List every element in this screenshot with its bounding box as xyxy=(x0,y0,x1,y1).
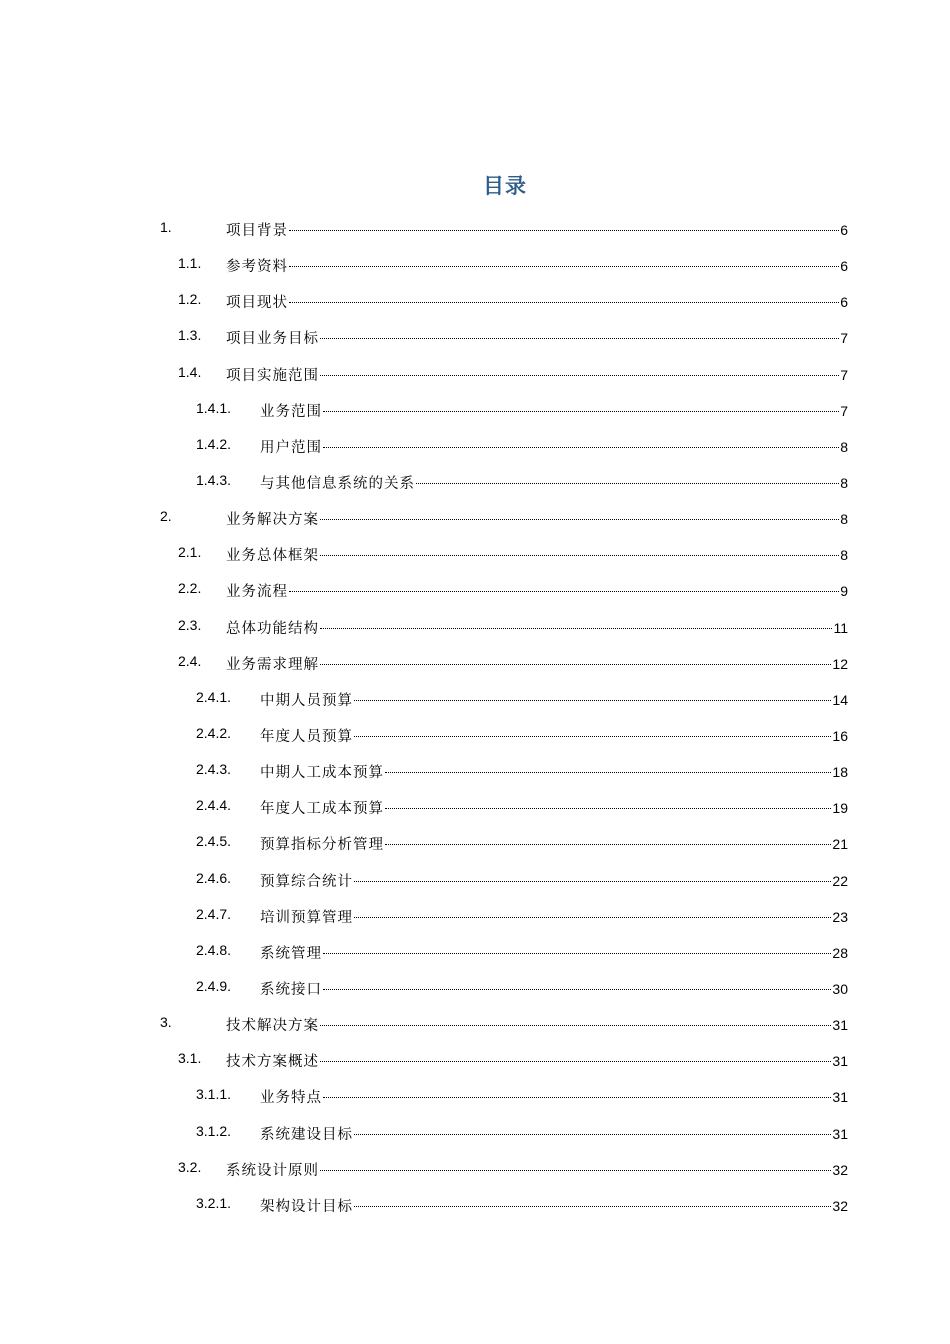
toc-entry-line xyxy=(226,291,848,312)
toc-entry-line xyxy=(260,942,848,963)
toc-entry-page-number: 9 xyxy=(840,583,848,600)
toc-entry-line xyxy=(226,653,848,674)
dot-leader xyxy=(320,664,831,665)
dot-leader xyxy=(323,989,831,990)
toc-entry-page-number: 31 xyxy=(832,1017,848,1034)
dot-leader xyxy=(323,1097,831,1098)
toc-entry-line xyxy=(260,1123,848,1144)
dot-leader xyxy=(354,1206,831,1207)
toc-entry-number: 2.4.9. xyxy=(196,977,232,994)
toc-entry[interactable] xyxy=(0,320,950,356)
toc-entry-page-number: 7 xyxy=(840,330,848,347)
toc-entry-line xyxy=(260,400,848,421)
toc-entry-number: 2.1. xyxy=(178,544,202,561)
toc-entry-page-number: 32 xyxy=(832,1161,848,1178)
toc-entry-title[interactable]: 技术解决方案 xyxy=(226,1018,319,1035)
toc-entry-line xyxy=(260,472,848,493)
toc-entry[interactable] xyxy=(0,863,950,899)
toc-entry-line xyxy=(260,689,848,710)
dot-leader xyxy=(320,338,839,339)
toc-entry-number: 1.4.2. xyxy=(196,435,232,452)
toc-entry-page-number: 19 xyxy=(832,800,848,817)
toc-entry-title[interactable]: 架构设计目标 xyxy=(260,1198,353,1215)
dot-leader xyxy=(289,591,839,592)
toc-entry[interactable] xyxy=(0,1007,950,1043)
toc-entry-number: 3.2. xyxy=(178,1158,202,1175)
dot-leader xyxy=(323,953,831,954)
dot-leader xyxy=(385,808,831,809)
dot-leader xyxy=(320,375,839,376)
dot-leader xyxy=(416,483,839,484)
toc-entry-number: 2.3. xyxy=(178,616,202,633)
dot-leader xyxy=(354,1134,831,1135)
toc-entry-line xyxy=(226,255,848,276)
toc-entry-page-number: 23 xyxy=(832,908,848,925)
toc-entry[interactable] xyxy=(0,537,950,573)
dot-leader xyxy=(354,700,831,701)
toc-entry-title[interactable]: 业务总体框架 xyxy=(226,548,319,565)
toc-entry-line xyxy=(226,1159,848,1180)
toc-entry-page-number: 6 xyxy=(840,222,848,238)
toc-entry[interactable] xyxy=(0,1043,950,1079)
dot-leader xyxy=(289,230,839,231)
toc-entry-line xyxy=(260,978,848,999)
toc-entry-number: 1.4.1. xyxy=(196,399,232,416)
toc-entry-page-number: 8 xyxy=(840,511,848,528)
toc-entry-page-number: 22 xyxy=(832,872,848,889)
toc-entry-number: 2. xyxy=(160,508,172,525)
toc-entry-title[interactable]: 业务解决方案 xyxy=(226,512,319,529)
toc-entry-line xyxy=(226,1050,848,1071)
toc-entry-line xyxy=(260,725,848,746)
toc-entry-page-number: 31 xyxy=(832,1053,848,1070)
dot-leader xyxy=(354,736,831,737)
toc-entry[interactable] xyxy=(0,357,950,393)
toc-entry-page-number: 32 xyxy=(832,1197,848,1214)
dot-leader xyxy=(320,1170,831,1171)
dot-leader xyxy=(289,302,839,303)
toc-entry-number: 2.2. xyxy=(178,580,202,597)
toc-entry-page-number: 21 xyxy=(832,836,848,853)
toc-entry-line xyxy=(260,797,848,818)
dot-leader xyxy=(385,772,831,773)
toc-entry-page-number: 7 xyxy=(840,366,848,383)
toc-entry[interactable] xyxy=(0,935,950,971)
toc-entry[interactable] xyxy=(0,212,950,248)
dot-leader xyxy=(320,628,832,629)
dot-leader xyxy=(320,555,839,556)
toc-entry[interactable] xyxy=(0,1116,950,1152)
toc-entry-number: 1. xyxy=(160,219,172,235)
toc-entry-title[interactable]: 系统管理 xyxy=(260,945,322,962)
toc-entry-title[interactable]: 项目背景 xyxy=(226,223,288,239)
toc-entry-number: 3.1.2. xyxy=(196,1122,232,1139)
toc-entry-title[interactable]: 预算综合统计 xyxy=(260,873,353,890)
toc-entry-number: 2.4.5. xyxy=(196,833,232,850)
toc-entry-page-number: 28 xyxy=(832,944,848,961)
toc-entry-title[interactable]: 参考资料 xyxy=(226,259,288,276)
toc-entry-line xyxy=(226,327,848,348)
toc-entry[interactable] xyxy=(0,899,950,935)
toc-entry-line xyxy=(260,761,848,782)
toc-entry-title[interactable]: 年度人员预算 xyxy=(260,728,353,745)
toc-entry-title[interactable]: 用户范围 xyxy=(260,439,322,456)
toc-entry-line xyxy=(260,906,848,927)
toc-entry-page-number: 7 xyxy=(840,402,848,419)
toc-entry-line xyxy=(260,1195,848,1216)
table-of-contents xyxy=(0,212,950,1224)
toc-entry-title[interactable]: 业务范围 xyxy=(260,403,322,420)
toc-entry-page-number: 8 xyxy=(840,438,848,455)
toc-entry-number: 1.3. xyxy=(178,327,202,344)
toc-entry-page-number: 6 xyxy=(840,258,848,275)
toc-entry-title[interactable]: 系统接口 xyxy=(260,981,322,998)
toc-entry[interactable] xyxy=(0,1079,950,1115)
toc-entry[interactable] xyxy=(0,610,950,646)
toc-entry-title[interactable]: 预算指标分析管理 xyxy=(260,837,384,854)
toc-entry-number: 2.4. xyxy=(178,652,202,669)
toc-entry-line xyxy=(260,1086,848,1107)
toc-entry[interactable] xyxy=(0,718,950,754)
toc-entry-title[interactable]: 业务流程 xyxy=(226,584,288,601)
toc-entry-number: 2.4.7. xyxy=(196,905,232,922)
dot-leader xyxy=(320,1061,831,1062)
toc-entry[interactable] xyxy=(0,248,950,284)
toc-entry-title[interactable]: 系统设计原则 xyxy=(226,1162,319,1179)
toc-entry[interactable] xyxy=(0,754,950,790)
toc-entry-number: 3.2.1. xyxy=(196,1194,232,1211)
toc-entry[interactable] xyxy=(0,1152,950,1188)
toc-entry-line xyxy=(226,544,848,565)
toc-entry-number: 1.1. xyxy=(178,255,202,272)
dot-leader xyxy=(354,917,831,918)
toc-entry-title[interactable]: 总体功能结构 xyxy=(226,620,319,637)
toc-entry[interactable] xyxy=(0,971,950,1007)
toc-entry[interactable] xyxy=(0,573,950,609)
dot-leader xyxy=(323,447,839,448)
toc-entry-number: 2.4.1. xyxy=(196,688,232,705)
toc-entry-line xyxy=(260,833,848,854)
dot-leader xyxy=(320,1025,831,1026)
toc-entry[interactable] xyxy=(0,790,950,826)
toc-entry[interactable] xyxy=(0,393,950,429)
toc-entry[interactable] xyxy=(0,826,950,862)
toc-entry-line xyxy=(226,1014,848,1035)
toc-entry-title[interactable]: 项目实施范围 xyxy=(226,367,319,384)
toc-entry[interactable] xyxy=(0,284,950,320)
toc-entry-title[interactable]: 年度人工成本预算 xyxy=(260,801,384,818)
toc-entry[interactable] xyxy=(0,429,950,465)
toc-entry-page-number: 31 xyxy=(832,1125,848,1142)
toc-entry-number: 2.4.8. xyxy=(196,941,232,958)
toc-entry-title[interactable]: 与其他信息系统的关系 xyxy=(260,475,415,492)
toc-entry-page-number: 12 xyxy=(832,655,848,672)
toc-entry-line xyxy=(260,436,848,457)
toc-entry-line xyxy=(226,617,848,638)
toc-entry-page-number: 18 xyxy=(832,764,848,781)
toc-entry-page-number: 11 xyxy=(833,619,848,636)
toc-entry-number: 2.4.3. xyxy=(196,761,232,778)
toc-entry-title[interactable]: 技术方案概述 xyxy=(226,1054,319,1071)
toc-entry-line xyxy=(226,219,848,240)
toc-entry-title[interactable]: 培训预算管理 xyxy=(260,909,353,926)
toc-entry-page-number: 30 xyxy=(832,980,848,997)
toc-entry-title[interactable]: 项目现状 xyxy=(226,295,288,312)
dot-leader xyxy=(323,411,839,412)
toc-entry-title[interactable]: 中期人员预算 xyxy=(260,692,353,709)
toc-entry[interactable] xyxy=(0,501,950,537)
toc-entry-line xyxy=(260,870,848,891)
toc-entry-number: 1.4.3. xyxy=(196,471,232,488)
toc-entry-page-number: 6 xyxy=(840,294,848,311)
toc-entry-number: 2.4.2. xyxy=(196,724,232,741)
toc-entry-page-number: 14 xyxy=(832,691,848,708)
toc-entry-title[interactable]: 业务特点 xyxy=(260,1090,322,1107)
dot-leader xyxy=(320,519,839,520)
toc-entry[interactable] xyxy=(0,1188,950,1224)
toc-entry-number: 2.4.6. xyxy=(196,869,232,886)
dot-leader xyxy=(289,266,839,267)
toc-entry-line xyxy=(226,580,848,601)
toc-entry-page-number: 8 xyxy=(840,547,848,564)
toc-entry-number: 3.1.1. xyxy=(196,1086,232,1103)
toc-entry-title[interactable]: 中期人工成本预算 xyxy=(260,765,384,782)
toc-entry[interactable] xyxy=(0,682,950,718)
toc-entry[interactable] xyxy=(0,465,950,501)
toc-entry-number: 3. xyxy=(160,1014,172,1031)
page-title: 目录 xyxy=(483,174,527,198)
toc-entry-title[interactable]: 项目业务目标 xyxy=(226,331,319,348)
toc-entry-number: 1.2. xyxy=(178,291,202,308)
toc-entry-page-number: 16 xyxy=(832,727,848,744)
toc-entry-title[interactable]: 系统建设目标 xyxy=(260,1126,353,1143)
toc-entry-number: 1.4. xyxy=(178,363,202,380)
toc-entry-page-number: 8 xyxy=(840,474,848,491)
toc-entry-title[interactable]: 业务需求理解 xyxy=(226,656,319,673)
toc-entry-line xyxy=(226,364,848,385)
toc-entry[interactable] xyxy=(0,646,950,682)
toc-entry-line xyxy=(226,508,848,529)
toc-entry-number: 3.1. xyxy=(178,1050,202,1067)
dot-leader xyxy=(354,881,831,882)
dot-leader xyxy=(385,844,831,845)
toc-entry-number: 2.4.4. xyxy=(196,797,232,814)
toc-entry-page-number: 31 xyxy=(832,1089,848,1106)
